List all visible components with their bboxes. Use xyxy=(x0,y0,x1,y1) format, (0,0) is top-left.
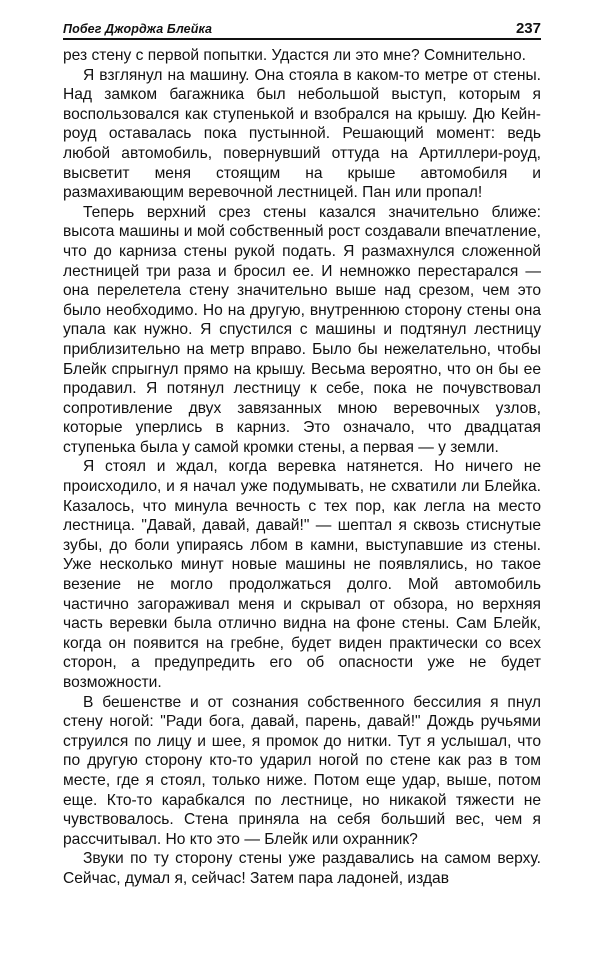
body-text xyxy=(63,46,541,889)
paragraph: Теперь верхний срез стены казался значительно ближе: высота машины и мой собственный рост создавали впечатление, что до карниза стены рукой подать. Я размахнулся сложенной лестницей три раза и бросил ее. И немножко перестарался — она перелетела стену значительно выше над срезом, чем это было необходимо. Но на другую, внутреннюю сторону стены она упала как нужно. Я спустился с машины и подтянул лестницу приблизительно на метр вправо. Было бы нежелательно, чтобы Блейк спрыгнул прямо на крышу. Весьма вероятно, что он бы ее продавил. Я потянул лестницу к себе, пока не почувствовал сопротивление двух завязанных мною веревочных узлов, которые уперлись в карниз. Это означало, что двадцатая ступенька была у самой кромки стены, а первая — у земли. xyxy=(63,203,541,456)
running-title: Побег Джорджа Блейка xyxy=(63,22,213,36)
paragraph: Я стоял и ждал, когда веревка натянется. Но ничего не происходило, и я начал уже подумывать, не схватили ли Блейка. Казалось, что минула вечность с тех пор, как легла на место лестница. "Давай, давай, давай!" — шептал я сквозь стиснутые зубы, до боли упираясь лбом в камни, выступавшие из стены. Уже несколько минут новые машины не появлялись, но такое везение не могло продолжаться долго. Мой автомобиль частично загораживал меня и скрывал от обзора, но верхняя часть веревки была отлично видна на фоне стены. Сам Блейк, когда он появится на гребне, будет виден практически со всех сторон, а предупредить его об опасности уже не будет возможности. xyxy=(63,458,541,691)
paragraph: рез стену с первой попытки. Удастся ли это мне? Сомнительно. xyxy=(63,47,526,64)
page-number: 237 xyxy=(515,20,541,37)
paragraph: Я взглянул на машину. Она стояла в каком-то метре от стены. Над замком багажника был небольшой выступ, которым я воспользовался как ступенькой и взобрался на крышу. Дю Кейн-роуд оставалась пока пустынной. Решающий момент: ведь любой автомобиль, повернувший оттуда на Артиллери-роуд, высветит меня стоящим на крыше автомобиля и размахивающим веревочной лестницей. Пан или пропал! xyxy=(63,66,541,202)
running-header xyxy=(63,18,541,40)
paragraph: В бешенстве и от сознания собственного бессилия я пнул стену ногой: "Ради бога, давай, парень, давай!" Дождь ручьями струился по лицу и шее, я промок до нитки. Тут я услышал, что по другую сторону кто-то ударил ногой по стене как раз в том месте, где я стоял, только ниже. Потом еще удар, выше, потом еще. Кто-то карабкался по лестнице, но никакой тяжести не чувствовалось. Стена приняла на себя больший вес, чем я рассчитывал. Но кто это — Блейк или охранник? xyxy=(63,693,541,848)
paragraph: Звуки по ту сторону стены уже раздавались на самом верху. Сейчас, думал я, сейчас! Затем пара ладоней, издав xyxy=(63,850,541,887)
book-page xyxy=(63,18,541,889)
